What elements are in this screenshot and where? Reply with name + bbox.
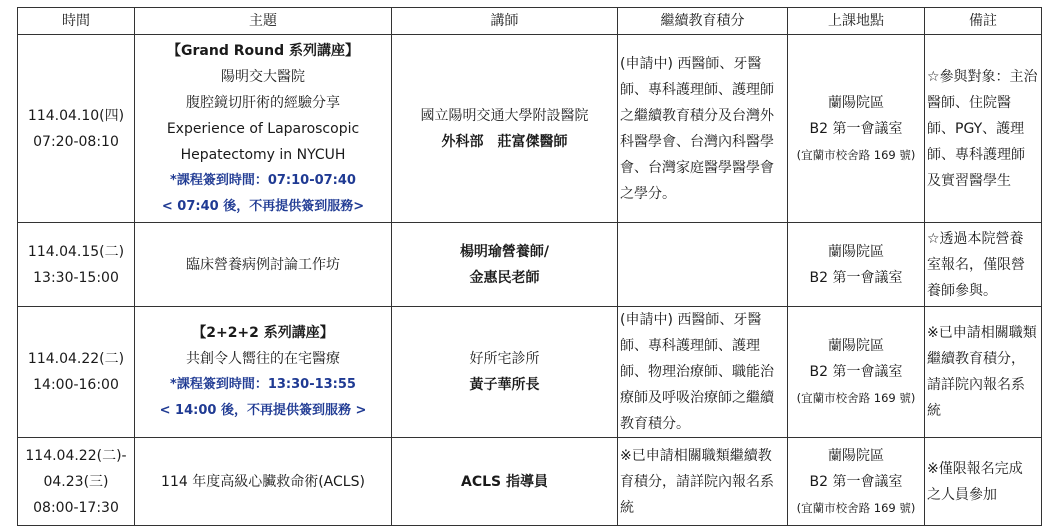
- credits-line: 師、專科護理師、護理: [620, 338, 760, 354]
- table-row: [18, 223, 1042, 307]
- credits-line: 科醫學會、台灣內科醫學: [620, 133, 774, 150]
- note-line: 之人員參加: [927, 486, 997, 503]
- topic-line: 共創令人嚮往的在宅醫療: [186, 351, 340, 367]
- date-text: 114.04.22(二): [27, 351, 125, 367]
- location-address: (宜蘭市校舍路 169 號): [796, 147, 916, 162]
- date-text: 114.04.22(二)-: [25, 447, 127, 464]
- credits-line: 師、物理治療師、職能治: [620, 364, 774, 380]
- location-campus: 蘭陽院區: [828, 447, 884, 464]
- location-campus: 蘭陽院區: [828, 94, 884, 111]
- checkin-time: *課程簽到時間：13:30-13:55: [170, 377, 356, 392]
- note-line: 師、專科護理師: [927, 146, 1025, 163]
- series-title: 【Grand Round 系列講座】: [167, 42, 359, 59]
- time-cell: [18, 35, 135, 223]
- lecturer-cell: [392, 35, 618, 223]
- note-line: ※已申請相關職類: [927, 325, 1037, 341]
- location-cell: [788, 223, 925, 307]
- location-campus: 蘭陽院區: [828, 338, 884, 354]
- credits-line: 會、台灣家庭醫學醫學會: [620, 159, 774, 176]
- time-text: 07:20-08:10: [33, 133, 119, 150]
- note-line: 統: [927, 403, 941, 419]
- date-text: 04.23(三): [43, 473, 109, 490]
- header-time: 時間: [18, 8, 135, 35]
- lecturer-name: 楊明瑜營養師/: [459, 243, 550, 260]
- topic-line: 陽明交大醫院: [221, 68, 305, 85]
- credits-cell: [618, 35, 788, 223]
- checkin-notice: < 07:40 後，不再提供簽到服務>: [161, 198, 365, 214]
- location-cell: [788, 307, 925, 438]
- note-line: 請詳院內報名系: [927, 377, 1025, 393]
- header-row: [18, 8, 1042, 35]
- note-line: ☆透過本院營養: [927, 230, 1024, 247]
- location-room: B2 第一會議室: [809, 364, 903, 380]
- lecturer-affiliation: 國立陽明交通大學附設醫院: [420, 107, 589, 124]
- time-text: 13:30-15:00: [33, 269, 119, 286]
- course-schedule-table: [17, 7, 1042, 526]
- header-notes: 備註: [925, 8, 1042, 35]
- note-line: ※僅限報名完成: [927, 460, 1023, 477]
- location-cell: [788, 438, 925, 526]
- header-credits: 繼續教育積分: [618, 8, 788, 35]
- series-title: 【2+2+2 系列講座】: [192, 325, 334, 341]
- credits-line: 教育積分。: [620, 416, 690, 432]
- location-room: B2 第一會議室: [809, 473, 903, 490]
- topic-cell: [135, 307, 392, 438]
- location-address: (宜蘭市校舍路 169 號): [796, 391, 916, 405]
- date-text: 114.04.15(二): [27, 243, 125, 260]
- header-topic: 主題: [135, 8, 392, 35]
- lecturer-cell: [392, 307, 618, 438]
- credits-cell: [618, 438, 788, 526]
- lecturer-name: ACLS 指導員: [461, 473, 548, 490]
- lecturer-name: 外科部 莊富傑醫師: [441, 133, 568, 150]
- credits-cell: [618, 223, 788, 307]
- note-line: 醫師、住院醫: [927, 94, 1011, 111]
- note-line: 養師參與。: [927, 282, 997, 299]
- credits-line: 之學分。: [620, 185, 676, 202]
- topic-cell: [135, 223, 392, 307]
- note-line: ☆參與對象：主治: [927, 68, 1038, 85]
- checkin-notice: < 14:00 後，不再提供簽到服務 >: [159, 403, 367, 418]
- notes-cell: [925, 438, 1042, 526]
- topic-line: Hepatectomy in NYCUH: [180, 146, 346, 163]
- topic-line: 臨床營養病例討論工作坊: [186, 256, 340, 273]
- lecturer-cell: [392, 438, 618, 526]
- lecturer-affiliation: 好所宅診所: [469, 351, 540, 367]
- notes-cell: [925, 223, 1042, 307]
- notes-cell: [925, 307, 1042, 438]
- table-row: [18, 35, 1042, 223]
- credits-cell: [618, 307, 788, 438]
- note-line: 師、PGY、護理: [927, 120, 1025, 137]
- header-lecturer: 講師: [392, 8, 618, 35]
- time-cell: [18, 438, 135, 526]
- time-text: 14:00-16:00: [33, 377, 119, 393]
- credits-line: (申請中) 西醫師、牙醫: [620, 312, 762, 328]
- table-row: [18, 438, 1042, 526]
- credits-line: 師、專科護理師、護理師: [620, 81, 774, 98]
- time-cell: [18, 307, 135, 438]
- header-location: 上課地點: [788, 8, 925, 35]
- credits-line: ※已申請相關職類繼續教: [620, 447, 772, 464]
- time-cell: [18, 223, 135, 307]
- lecturer-name: 黃子華所長: [469, 377, 540, 393]
- note-line: 及實習醫學生: [927, 172, 1011, 189]
- location-campus: 蘭陽院區: [828, 243, 884, 260]
- location-address: (宜蘭市校舍路 169 號): [796, 500, 916, 515]
- credits-line: 之繼續教育積分及台灣外: [620, 107, 774, 124]
- table-row: [18, 307, 1042, 438]
- credits-line: 療師及呼吸治療師之繼續: [620, 390, 774, 406]
- credits-line: (申請中) 西醫師、牙醫: [620, 55, 762, 72]
- topic-line: 114 年度高級心臟救命術(ACLS): [161, 473, 365, 490]
- notes-cell: [925, 35, 1042, 223]
- topic-cell: [135, 438, 392, 526]
- location-room: B2 第一會議室: [809, 269, 903, 286]
- topic-cell: [135, 35, 392, 223]
- location-cell: [788, 35, 925, 223]
- location-room: B2 第一會議室: [809, 120, 903, 137]
- topic-line: Experience of Laparoscopic: [166, 120, 360, 137]
- checkin-time: *課程簽到時間：07:10-07:40: [170, 172, 356, 188]
- lecturer-name: 金惠民老師: [469, 269, 540, 286]
- lecturer-cell: [392, 223, 618, 307]
- credits-line: 統: [620, 499, 634, 516]
- note-line: 室報名，僅限營: [927, 256, 1025, 273]
- topic-line: 腹腔鏡切肝術的經驗分享: [186, 94, 340, 111]
- note-line: 繼續教育積分，: [927, 351, 1025, 367]
- time-text: 08:00-17:30: [33, 499, 119, 516]
- date-text: 114.04.10(四): [27, 107, 125, 124]
- credits-line: 育積分，請詳院內報名系: [620, 473, 774, 490]
